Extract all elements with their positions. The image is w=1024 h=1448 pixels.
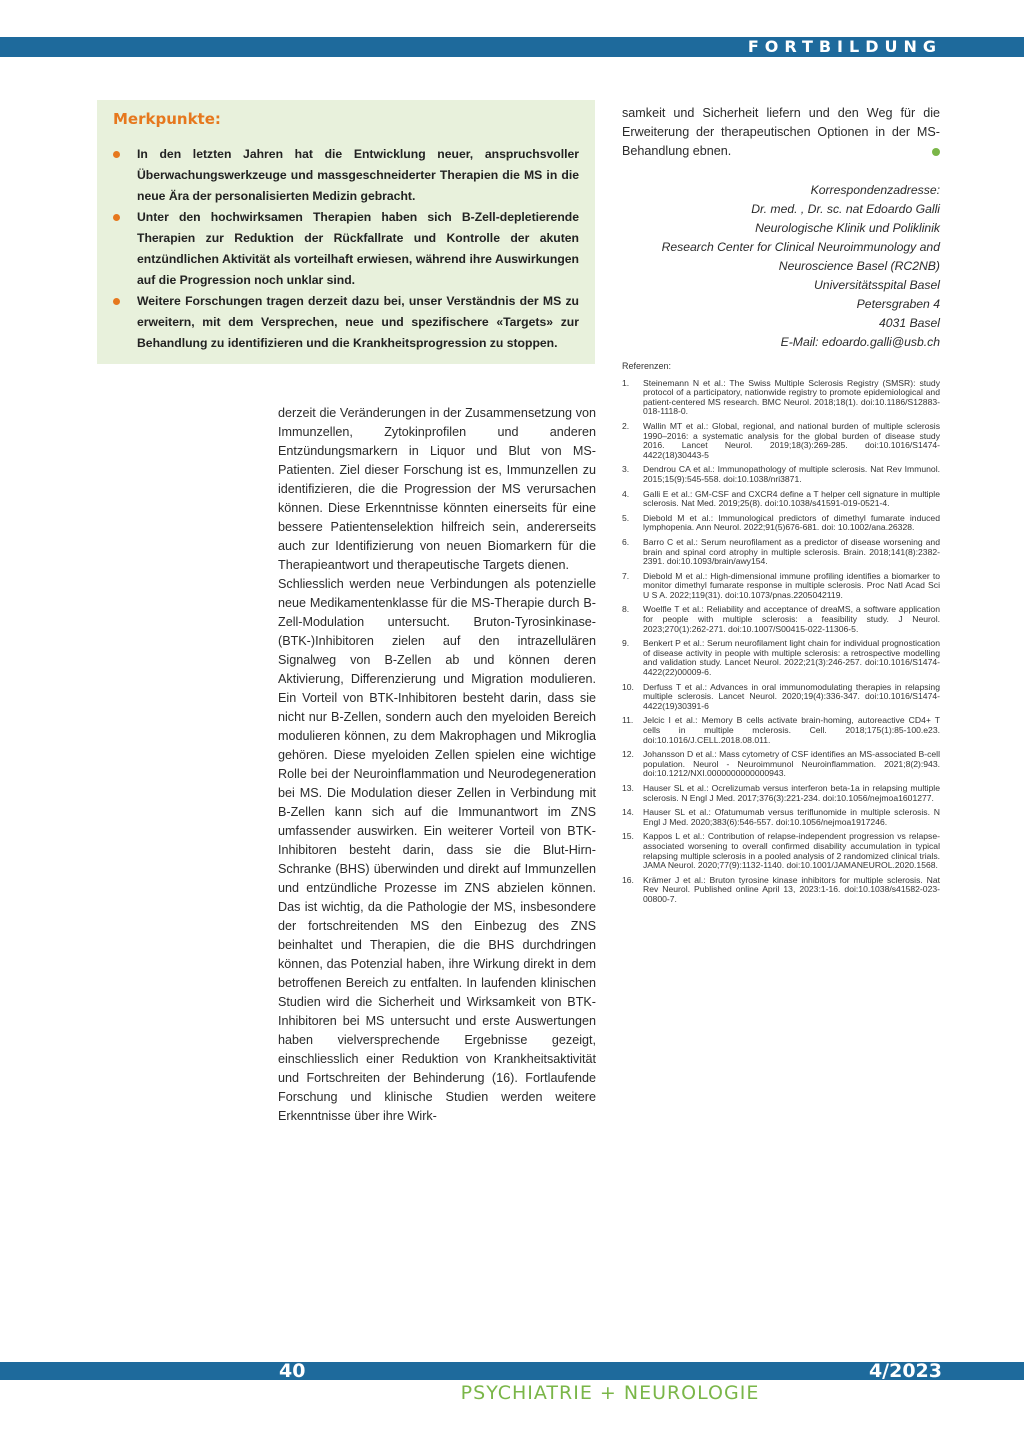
section-label: FORTBILDUNG: [747, 37, 942, 56]
references-heading: Referenzen:: [622, 361, 672, 371]
reference-item: 10. Derfuss T et al.: Advances in oral immunomodulating therapies in relapsing multiple sclerosis. Lancet Neurol. 2020;19(4):336-347. doi:10.1016/S1474-4422(19)30391-6: [622, 681, 940, 711]
issue-number: 4/2023: [868, 1360, 942, 1382]
reference-item: 13. Hauser SL et al.: Ocrelizumab versus interferon beta-1a in relapsing multiple sclerosis. N Engl J Med. 2017;376(3):221-234. doi:10.1056/nejmoa1601277.: [622, 782, 940, 803]
address-line: Universitätsspital Basel: [814, 278, 940, 292]
address-line: Dr. med. , Dr. sc. nat Edoardo Galli: [751, 202, 940, 216]
address-line: Petersgraben 4: [856, 297, 940, 311]
merkpunkte-title: Merkpunkte:: [113, 110, 221, 128]
reference-item: 15. Kappos L et al.: Contribution of relapse-independent progression vs relapse-associated worsening to overall confirmed disability accumulation in typical relapsing multiple sclerosis in a pooled analysis of 2 randomized clinical trials. JAMA Neurol. 2020;77(9):1132-1140. doi:10.1001/JAMANEUROL.2020.1568.: [622, 831, 940, 871]
main-text-column: [278, 404, 596, 1126]
merkpunkte-list: [113, 144, 579, 354]
bullet-icon: [113, 214, 120, 221]
reference-item: 16. Krämer J et al.: Bruton tyrosine kinase inhibitors for multiple sclerosis. Nat Rev Neurol. Published online April 13, 2023:1-16. doi:10.1038/s41582-023-00800-7.: [622, 874, 940, 904]
address-line: Research Center for Clinical Neuroimmunology and: [661, 240, 940, 254]
references-list: [622, 379, 940, 905]
journal-name: PSYCHIATRIE + NEUROLOGIE: [460, 1382, 760, 1404]
references: [622, 362, 940, 910]
reference-item: 12. Johansson D et al.: Mass cytometry of CSF identifies an MS-associated B-cell population. Neurol - Neuroimmunol Neuroinflammation. 2021;8(2):943. doi:10.1212/NXI.0000000000000943.: [622, 749, 940, 779]
bullet-icon: [113, 151, 120, 158]
reference-item: 14. Hauser SL et al.: Ofatumumab versus teriflunomide in multiple sclerosis. N Engl J Med. 2020;383(6):546-557. doi:10.1056/nejmoa1917246.: [622, 807, 940, 827]
reference-item: 1. Steinemann N et al.: The Swiss Multiple Sclerosis Registry (SMSR): study protocol of a participatory, nationwide registry to promote epidemiological and patient-centered MS research. BMC Neurol. 2018;18(1). doi:10.1186/S12883-018-1118-0.: [622, 377, 940, 417]
end-mark-icon: [932, 148, 940, 156]
address-line: Korrespondenzadresse:: [810, 183, 940, 197]
address-line: 4031 Basel: [879, 316, 940, 330]
bullet-icon: [113, 298, 120, 305]
reference-item: 6. Barro C et al.: Serum neurofilament as a predictor of disease worsening and brain and spinal cord atrophy in multiple sclerosis. Brain. 2018;141(8):2382-2391. doi:10.1093/brain/awy154.: [622, 536, 940, 567]
correspondence-address: [622, 181, 940, 352]
body-paragraph: derzeit die Veränderungen in der Zusammensetzung von Immunzellen, Zytokinprofilen und anderen Entzündungsmarkern in Liquor und Blut von MS-Patienten. Ziel dieser Forschung ist es, Immunzellen zu identifizieren, die die Progression der MS verursachen können. Diese Erkenntnisse könnten einerseits für eine bessere Patientenselektion hilfreich sein, andererseits auch zur Identifizierung von neuen Biomarkern für die Therapieantwort und therapeutische Targets dienen.: [278, 406, 596, 572]
reference-item: 3. Dendrou CA et al.: Immunopathology of multiple sclerosis. Nat Rev Immunol. 2015;15(9):545-558. doi:10.1038/nri3871.: [622, 464, 940, 484]
merkpunkte-item: In den letzten Jahren hat die Entwicklung neuer, anspruchsvoller Überwachungswerkzeuge und massgeschneiderter Therapien die MS in die neue Ära der personalisierten Medizin gebracht.: [113, 144, 579, 207]
reference-item: 7. Diebold M et al.: High-dimensional immune profiling identifies a biomarker to monitor dimethyl fumarate response in multiple sclerosis. Proc Natl Acad Sci U S A. 2022;119(31). doi:10.1073/pnas.2205042119.: [622, 570, 940, 600]
email-line[interactable]: E-Mail: edoardo.galli@usb.ch: [780, 335, 940, 349]
merkpunkte-box: [97, 100, 595, 364]
body-continuation: samkeit und Sicherheit liefern und den Weg für die Erweiterung der therapeutischen Optionen in der MS-Behandlung ebnen.: [622, 106, 940, 158]
merkpunkte-item: Unter den hochwirksamen Therapien haben sich B-Zell-depletierende Therapien zur Reduktion der Rückfallrate und Kontrolle der akuten entzündlichen Aktivität als vorteilhaft erwiesen, während ihre Auswirkungen auf die Progression noch unklar sind.: [113, 207, 579, 291]
reference-item: 11. Jelcic I et al.: Memory B cells activate brain-homing, autoreactive CD4+ T cells in multiple mclerosis. Cell. 2018;175(1):85-100.e23. doi:10.1016/J.CELL.2018.08.011.: [622, 715, 940, 745]
reference-item: 9. Benkert P et al.: Serum neurofilament light chain for individual prognostication of disease activity in people with multiple sclerosis: a retrospective modelling and validation study. Lancet Neurol. 2022;21(3):246-257. doi:10.1016/S1474-4422(22)00009-6.: [622, 638, 940, 678]
merkpunkte-item: Weitere Forschungen tragen derzeit dazu bei, unser Verständnis der MS zu erweitern, mit dem Versprechen, neue und spezifischere «Targets» zur Behandlung zu identifizieren und die Krankheitsprogression zu stoppen.: [113, 291, 579, 354]
right-column: [622, 104, 940, 352]
reference-item: 8. Woelfle T et al.: Reliability and acceptance of dreaMS, a software application for people with multiple sclerosis: a feasibility study. J Neurol. 2023;270(1):262-271. doi:10.1007/S00415-022-11306-5.: [622, 604, 940, 634]
body-paragraph: Schliesslich werden neue Verbindungen als potenzielle neue Medikamentenklasse für die MS-Therapie durch B-Zell-Modulation untersucht. Bruton-Tyrosinkinase-(BTK-)Inhibitoren zielen auf den intrazellulären Signalweg von B-Zellen ab und können deren Aktivierung, Differenzierung und Migration modulieren. Ein Vorteil von BTK-Inhibitoren besteht darin, dass sie nicht nur B-Zellen, sondern auch den myeloiden Bereich modulieren können, zu dem Makrophagen und Mikroglia gehören. Diese myeloiden Zellen spielen eine wichtige Rolle bei der Neuroinflammation und Neurodegeneration bei MS. Die Modulation dieser Zellen in Verbindung mit B-Zellen kann sich auf die Immunantwort im ZNS umfassender auswirken. Ein weiterer Vorteil von BTK-Inhibitoren besteht darin, dass sie die Blut-Hirn-Schranke (BHS) überwinden und direkt auf Immunzellen und entzündliche Prozesse im ZNS abzielen können. Das ist wichtig, da die Pathologie der MS, insbesondere der fortschreitenden MS den Einbezug des ZNS beinhaltet und Therapien, die die BHS durchdringen können, das Potenzial haben, ihre Wirkung direkt in dem betroffenen Bereich zu entfalten. In laufenden klinischen Studien wird die Sicherheit und Wirksamkeit von BTK-Inhibitoren bei MS untersucht und erste Auswertungen haben vielversprechende Ergebnisse gezeigt, einschliesslich einer Reduktion von Krankheitsaktivität und Fortschreiten der Behinderung (16). Fortlaufende Forschung und klinische Studien werden weitere Erkenntnisse über ihre Wirk-: [278, 577, 596, 1123]
reference-item: 5. Diebold M et al.: Immunological predictors of dimethyl fumarate induced lymphopenia. Ann Neurol. 2022;91(5)676-681. doi: 10.1002/ana.26328.: [622, 512, 940, 533]
page-number: 40: [279, 1360, 306, 1382]
reference-item: 4. Galli E et al.: GM-CSF and CXCR4 define a T helper cell signature in multiple sclerosis. Nat Med. 2019;25(8). doi:10.1038/s41591-019-0521-4.: [622, 488, 940, 509]
reference-item: 2. Wallin MT et al.: Global, regional, and national burden of multiple sclerosis 1990–2016: a systematic analysis for the global burden of disease study 2016. Lancet Neurol. 2019;18(3):269-285. doi:10.1016/S1474-4422(18)30443-5: [622, 420, 940, 460]
address-line: Neurologische Klinik und Poliklinik: [755, 221, 940, 235]
address-line: Neuroscience Basel (RC2NB): [778, 259, 940, 273]
